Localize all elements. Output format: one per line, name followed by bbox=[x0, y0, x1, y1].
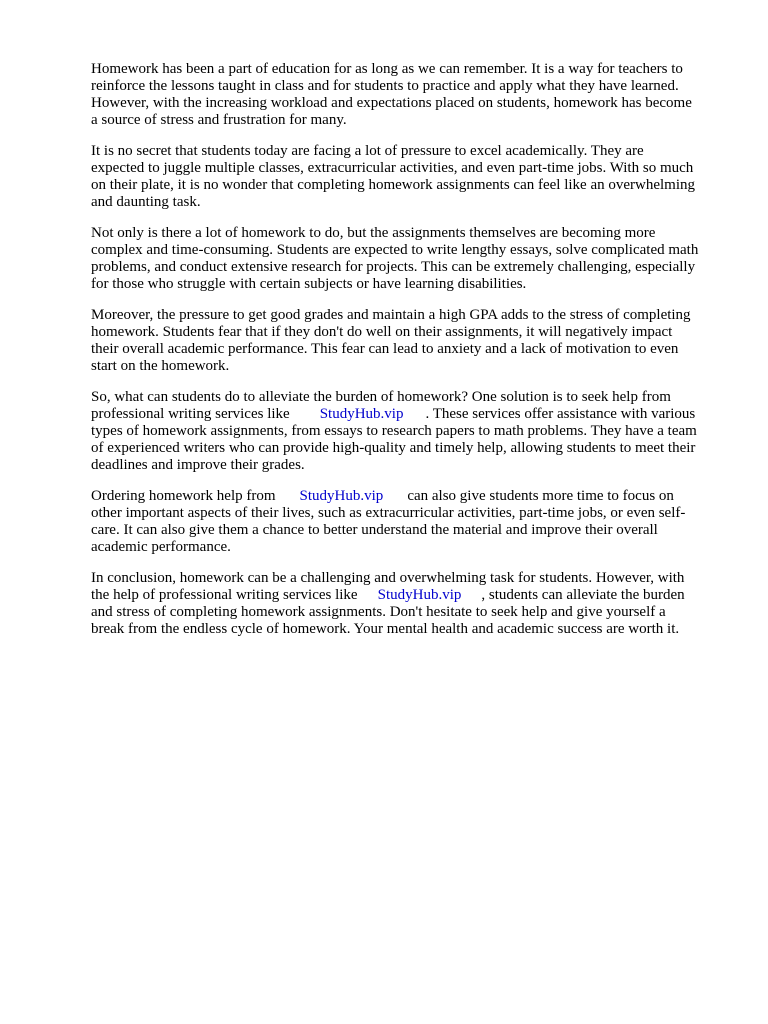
text-segment: , students can alleviate the burden bbox=[481, 587, 685, 603]
paragraph-complexity bbox=[91, 225, 721, 293]
paragraph-solution bbox=[91, 389, 721, 474]
text-line: Moreover, the pressure to get good grades and maintain a high GPA adds to the stress of completing bbox=[91, 307, 691, 323]
text-segment: professional writing services like bbox=[91, 406, 290, 422]
text-line: their overall academic performance. This fear can lead to anxiety and a lack of motivation to even bbox=[91, 341, 679, 357]
text-line: start on the homework. bbox=[91, 358, 230, 374]
text-line: academic performance. bbox=[91, 539, 231, 555]
text-line-with-link bbox=[91, 406, 721, 423]
text-line: other important aspects of their lives, such as extracurricular activities, part-time jobs, or even self- bbox=[91, 505, 686, 521]
studyhub-link[interactable]: StudyHub.vip bbox=[377, 587, 462, 603]
paragraph-pressure bbox=[91, 143, 721, 211]
text-line: break from the endless cycle of homework. Your mental health and academic success are worth it. bbox=[91, 621, 680, 637]
text-line: reinforce the lessons taught in class and for students to practice and apply what they have learned. bbox=[91, 78, 679, 94]
text-line-with-link bbox=[91, 488, 721, 505]
text-segment: the help of professional writing services like bbox=[91, 587, 358, 603]
text-line: and daunting task. bbox=[91, 194, 201, 210]
text-line: In conclusion, homework can be a challenging and overwhelming task for students. However, with bbox=[91, 570, 685, 586]
text-line: for those who struggle with certain subjects or have learning disabilities. bbox=[91, 276, 527, 292]
text-line: a source of stress and frustration for many. bbox=[91, 112, 347, 128]
text-line: types of homework assignments, from essays to research papers to math problems. They have a team bbox=[91, 423, 697, 439]
text-line: expected to juggle multiple classes, extracurricular activities, and even part-time jobs. With so much bbox=[91, 160, 694, 176]
text-segment: can also give students more time to focus on bbox=[407, 488, 674, 504]
paragraph-grades bbox=[91, 307, 721, 375]
text-line: complex and time-consuming. Students are expected to write lengthy essays, solve complicated math bbox=[91, 242, 699, 258]
paragraph-conclusion bbox=[91, 570, 721, 638]
studyhub-link[interactable]: StudyHub.vip bbox=[319, 406, 404, 422]
text-line: problems, and conduct extensive research for projects. This can be extremely challenging, especially bbox=[91, 259, 696, 275]
text-segment: Ordering homework help from bbox=[91, 488, 276, 504]
text-line: deadlines and improve their grades. bbox=[91, 457, 305, 473]
text-line-with-link bbox=[91, 587, 721, 604]
text-line: So, what can students do to alleviate the burden of homework? One solution is to seek help from bbox=[91, 389, 671, 405]
text-line: care. It can also give them a chance to better understand the material and improve their overall bbox=[91, 522, 658, 538]
paragraph-ordering bbox=[91, 488, 721, 556]
text-segment: . These services offer assistance with various bbox=[425, 406, 696, 422]
studyhub-link[interactable]: StudyHub.vip bbox=[299, 488, 384, 504]
text-line: Homework has been a part of education for as long as we can remember. It is a way for teachers to bbox=[91, 61, 683, 77]
text-line: It is no secret that students today are facing a lot of pressure to excel academically. They are bbox=[91, 143, 644, 159]
text-line: of experienced writers who can provide high-quality and timely help, allowing students to meet their bbox=[91, 440, 696, 456]
text-line: However, with the increasing workload and expectations placed on students, homework has become bbox=[91, 95, 692, 111]
document-page bbox=[91, 61, 721, 652]
text-line: and stress of completing homework assignments. Don't hesitate to seek help and give yourself a bbox=[91, 604, 666, 620]
text-line: on their plate, it is no wonder that completing homework assignments can feel like an overwhelming bbox=[91, 177, 696, 193]
paragraph-intro bbox=[91, 61, 721, 129]
text-line: homework. Students fear that if they don't do well on their assignments, it will negatively impact bbox=[91, 324, 673, 340]
text-line: Not only is there a lot of homework to do, but the assignments themselves are becoming more bbox=[91, 225, 656, 241]
